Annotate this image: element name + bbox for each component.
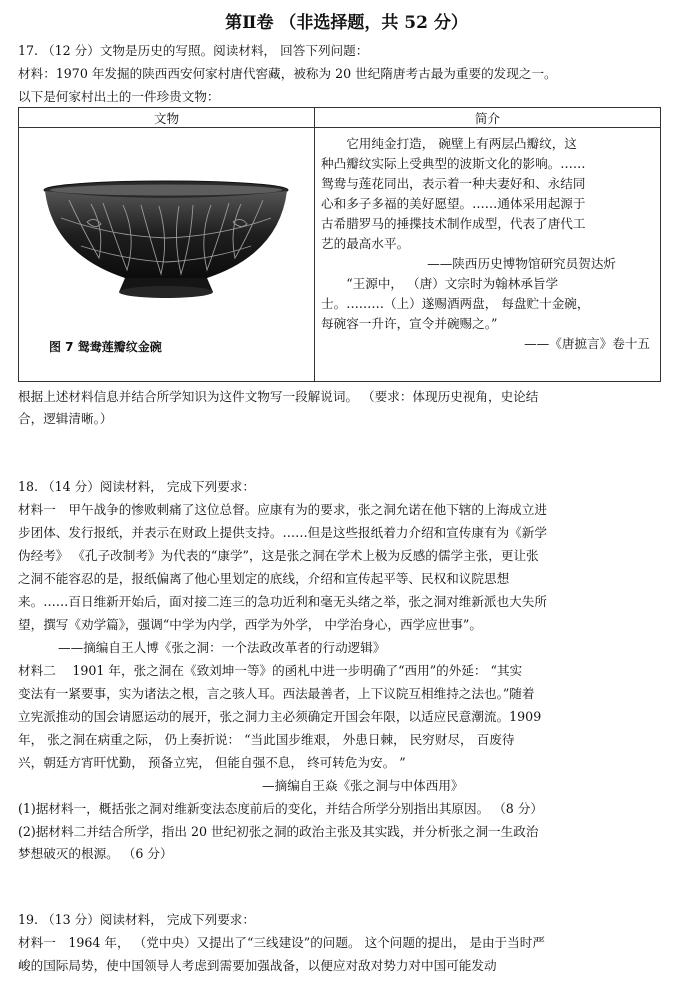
q18-m2-line: 立宪派推动的国会请愿运动的展开，张之洞力主必须确定开国会年限，以适应民意潮流。1909	[18, 709, 542, 724]
artifact-image-cell	[19, 128, 315, 382]
gold-bowl-image	[41, 178, 291, 318]
intro-line: 古希腊罗马的捶揲技术制作成型，代表了唐代工	[321, 216, 586, 231]
q18-m2-source: —摘编自王焱《张之洞与中体西用》	[262, 778, 464, 793]
intro-cell	[315, 128, 661, 382]
q18-m2-line: 年， 张之洞在病重之际， 仍上奏折说： “当此国步维艰， 外患日棘， 民穷财尽， 百废待	[18, 732, 515, 747]
q19-line: 材料一 1964 年， （党中央）又提出了“三线建设”的问题。 这个问题的提出， 是由于当时严	[18, 935, 545, 950]
q18-m2-line: 兴，朝廷方宵旰忧勤， 预备立宪， 但能自强不息， 终可转危为安。 ”	[18, 755, 406, 770]
quote-source: ——《唐摭言》卷十五	[524, 336, 650, 351]
intro-line: 它用纯金打造， 碗壁上有两层凸瓣纹，这	[321, 136, 577, 151]
q18-m1-line: 步团体、发行报纸，并表示在财政上提供支持。……但是这些报纸着力介绍和宣传康有为《新学	[18, 525, 547, 540]
q18-subquestion-2: 梦想破灭的根源。 （6 分）	[18, 846, 173, 861]
q17-task-line: 合，逻辑清晰。）	[18, 411, 113, 426]
section-title: 第Ⅱ卷 （非选择题，共 52 分）	[225, 13, 468, 33]
q18-subquestion-2: (2)据材料二并结合所学，指出 20 世纪初张之洞的政治主张及其实践，并分析张之洞一生政治	[18, 824, 539, 839]
q18-m1-source: ——摘编自王人博《张之洞：一个法政改革者的行动逻辑》	[58, 640, 386, 655]
q18-m1-line: 之洞不能容忍的是，报纸偏离了他心里划定的底线，介绍和宣传起平等、民权和议院思想	[18, 571, 510, 586]
quote-line: 士。………（上）遂赐酒两盘， 每盘贮十金碗，	[321, 296, 590, 311]
artifact-table	[18, 107, 661, 382]
q17-material-line: 以下是何家村出土的一件珍贵文物：	[18, 89, 220, 104]
intro-source: ——陕西历史博物馆研究员贺达炘	[427, 256, 616, 271]
q18-m1-line: 来。……百日维新开始后，面对接二连三的急功近利和毫无头绪之举，张之洞对维新派也大失所	[18, 594, 547, 609]
q18-m2-line: 变法有一紧要事，实为诸法之根，言之骇人耳。西法最善者，上下议院互相维持之法也。”随着	[18, 686, 535, 701]
q18-m1-line: 望，撰写《劝学篇》，强调“中学为内学，西学为外学， 中学治身心，西学应世事”。	[18, 617, 482, 632]
q18-m1-line: 伪经考》 《孔子改制考》为代表的“康学”，这是张之洞在学术上极为反感的儒学主张，更让张	[18, 548, 539, 563]
intro-line: 心和多子多福的美好愿望。……通体采用起源于	[321, 196, 586, 211]
table-header-intro: 简介	[315, 108, 661, 128]
intro-line: 艺的最高水平。	[321, 236, 410, 251]
quote-line: “王源中， （唐）文宗时为翰林承旨学	[321, 276, 559, 291]
table-header-artifact: 文物	[19, 108, 315, 128]
intro-line: 鸳鸯与莲花同出，表示着一种夫妻好和、永结同	[321, 176, 586, 191]
artifact-caption: 图 7 鸳鸯莲瓣纹金碗	[49, 340, 162, 354]
q19-line: 峻的国际局势，使中国领导人考虑到需要加强战备，以便应对敌对势力对中国可能发动	[18, 958, 497, 973]
q18-m1-line: 材料一 甲午战争的惨败刺痛了这位总督。应康有为的要求，张之洞允诺在他下辖的上海成立进	[18, 502, 547, 517]
q18-subquestion-1: (1)据材料一，概括张之洞对维新变法态度前后的变化，并结合所学分别指出其原因。 （8 分）	[18, 801, 544, 816]
quote-line: 每碗容一升许，宣令并碗赐之。”	[321, 316, 498, 331]
q18-m2-line: 材料二 1901 年，张之洞在《致刘坤一等》的函札中进一步明确了“西用”的外延： “其实	[18, 663, 523, 678]
q17-material-line: 材料：1970 年发掘的陕西西安何家村唐代窖藏，被称为 20 世纪隋唐考古最为重要的发现之一。	[18, 66, 557, 81]
q17-header: 17. （12 分）文物是历史的写照。阅读材料， 回答下列问题：	[18, 43, 369, 58]
q17-task-line: 根据上述材料信息并结合所学知识为这件文物写一段解说词。 （要求：体现历史视角，史论结	[18, 389, 539, 404]
intro-line: 种凸瓣纹实际上受典型的波斯文化的影响。……	[321, 156, 586, 171]
q19-header: 19. （13 分）阅读材料， 完成下列要求：	[18, 912, 255, 927]
q18-header: 18. （14 分）阅读材料， 完成下列要求：	[18, 479, 255, 494]
